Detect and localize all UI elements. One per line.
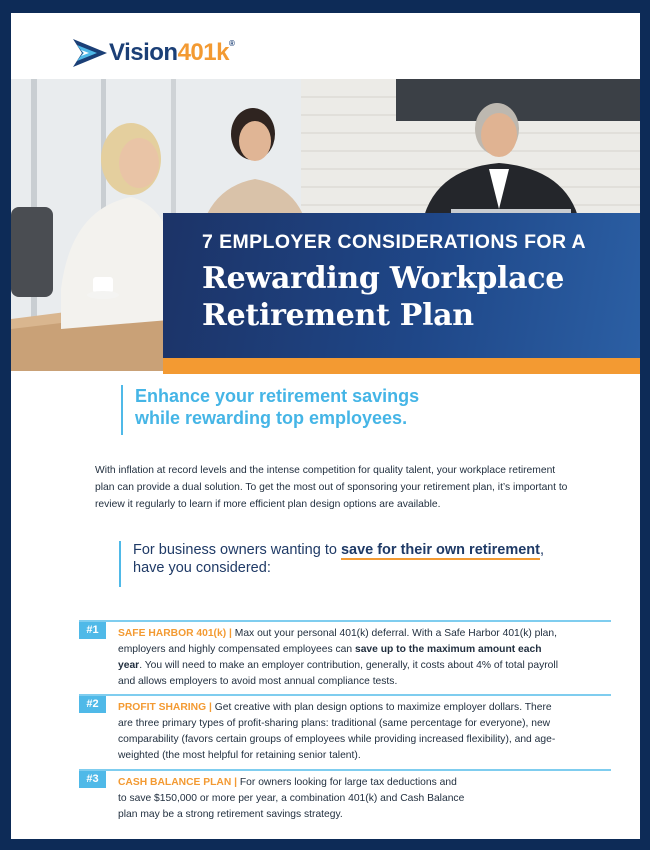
item-heading: PROFIT SHARING bbox=[118, 702, 207, 713]
item-number-badge: #2 bbox=[79, 696, 106, 713]
banner-accent-bar bbox=[163, 358, 640, 374]
item-body: PROFIT SHARING | Get creative with plan design options to maximize employer dollars. There are three primary types of profit-sharing plans: traditional (same percentage for everyone), new comparability (favors certain groups of employees while providing increased flexibility), and age-weighted (the most helpful for retaining senior talent). bbox=[118, 702, 556, 761]
item-body: SAFE HARBOR 401(k) | Max out your personal 401(k) deferral. With a Safe Harbor 401(k) plan, employers and highly compensated employees can save up to the maximum amount each year. You will need to make an employer contribution, generally, it costs about 4% of total payroll and allows employers to avoid most annual compliance tests. bbox=[118, 628, 558, 687]
item-emphasis: save up to the maximum amount each year bbox=[118, 644, 542, 671]
intro-paragraph: With inflation at record levels and the intense competition for quality talent, your workplace retirement plan can provide a dual solution. To get the most out of sponsoring your retirement plan, it’s important to review it regularly to learn if more efficient plan design options are available. bbox=[95, 465, 568, 510]
tagline-line-1: Enhance your retirement savings bbox=[135, 386, 420, 406]
page-title bbox=[202, 260, 640, 334]
item-number-badge: #3 bbox=[79, 771, 106, 788]
question-callout bbox=[119, 541, 544, 587]
item-divider bbox=[79, 620, 611, 622]
logo-arrow-icon bbox=[73, 37, 107, 69]
item-divider bbox=[79, 694, 611, 696]
tagline-line-2: while rewarding top employees. bbox=[135, 408, 408, 428]
question-text: For business owners wanting to bbox=[133, 542, 341, 558]
question-line-2: have you considered: bbox=[133, 560, 271, 576]
document-page bbox=[11, 13, 640, 839]
item-body: CASH BALANCE PLAN | For owners looking for large tax deductions and to save $150,000 or more per year, a combination 401(k) and Cash Balance plan may be a strong retirement savings strategy. bbox=[118, 777, 465, 820]
tagline bbox=[121, 385, 419, 435]
question-highlight: save for their own retirement bbox=[340, 542, 540, 558]
banner-kicker: 7 EMPLOYER CONSIDERATIONS FOR A bbox=[202, 231, 587, 253]
item-divider bbox=[79, 769, 611, 771]
title-line-1: Rewarding Workplace bbox=[202, 261, 565, 296]
title-line-2: Retirement Plan bbox=[202, 298, 474, 333]
vision401k-logo bbox=[73, 37, 234, 69]
item-heading: SAFE HARBOR 401(k) bbox=[118, 628, 227, 639]
item-heading: CASH BALANCE PLAN bbox=[118, 777, 232, 788]
title-banner bbox=[163, 213, 640, 358]
question-punct: , bbox=[539, 542, 544, 558]
item-number-badge: #1 bbox=[79, 622, 106, 639]
logo-wordmark: Vision401k® bbox=[109, 39, 235, 66]
